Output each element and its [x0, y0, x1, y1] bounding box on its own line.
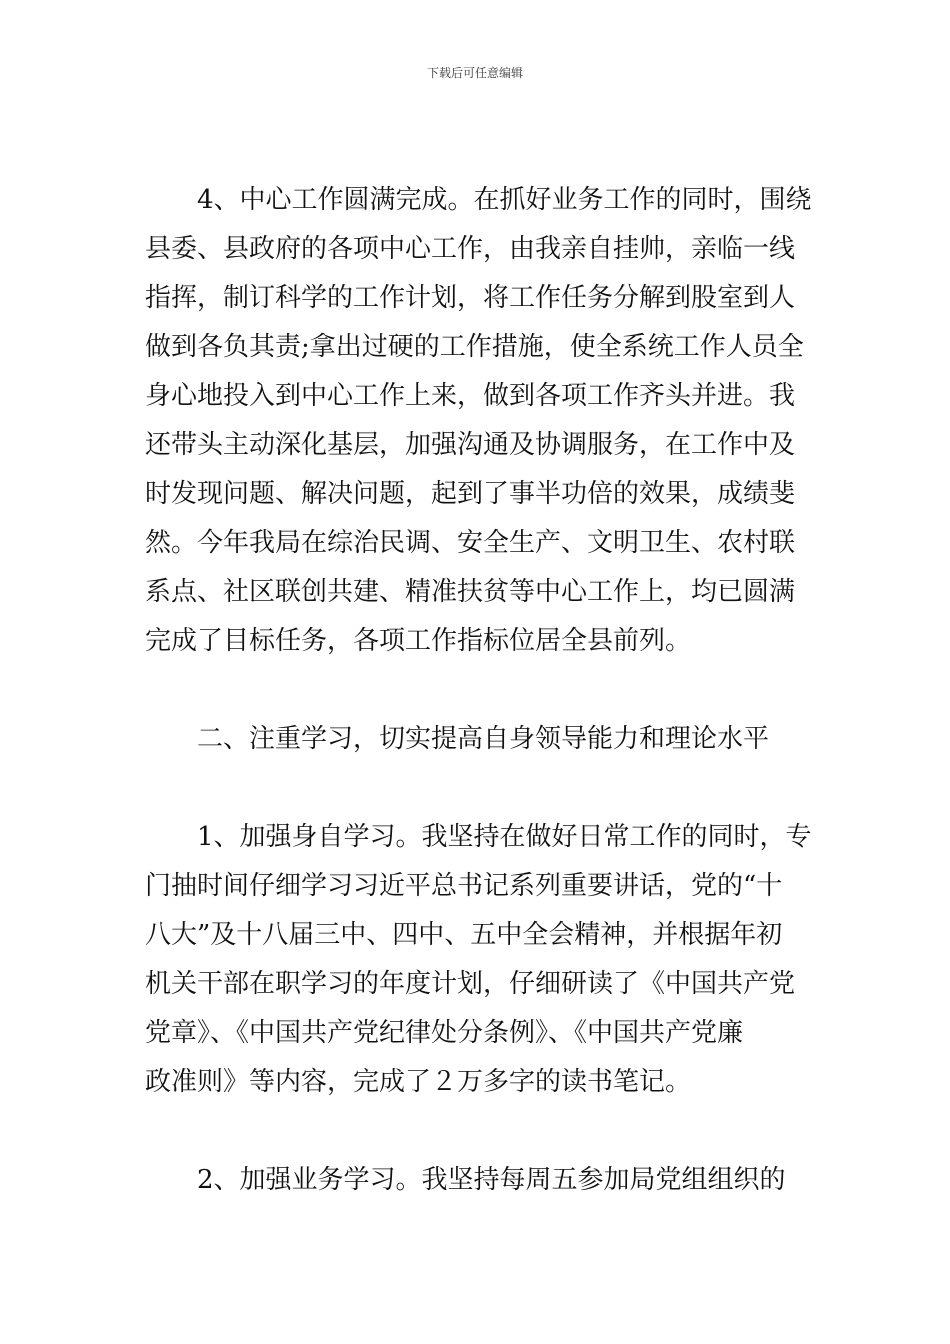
paragraph [145, 813, 810, 1107]
paragraph-gap [145, 1107, 810, 1156]
text-line: 门抽时间仔细学习习近平总书记系列重要讲话，党的“十 [145, 871, 783, 901]
text-line: 身心地投入到中心工作上来，做到各项工作齐头并进。我 [145, 381, 796, 411]
section-heading [145, 715, 810, 764]
heading-line: 二、注重学习，切实提高自身领导能力和理论水平 [197, 724, 770, 754]
text-line: 4、中心工作圆满完成。在抓好业务工作的同时，围绕 [197, 185, 812, 215]
paragraph-gap [145, 764, 810, 813]
text-line: 时发现问题、解决问题，起到了事半功倍的效果，成绩斐 [145, 479, 796, 509]
paragraph [145, 176, 810, 666]
paragraph [145, 1156, 810, 1205]
page-header: 下载后可任意编辑 [426, 66, 523, 80]
text-line: 然。今年我局在综治民调、安全生产、文明卫生、农村联 [145, 528, 796, 558]
text-line: 指挥，制订科学的工作计划，将工作任务分解到股室到人 [145, 283, 796, 313]
document-body [145, 176, 810, 1205]
text-line: 还带头主动深化基层，加强沟通及协调服务，在工作中及 [145, 430, 796, 460]
text-line: 机关干部在职学习的年度计划，仔细研读了《中国共产党 [145, 969, 796, 999]
text-line: 党章》、《中国共产党纪律处分条例》、《中国共产党廉 [145, 1018, 744, 1048]
text-line: 系点、社区联创共建、精准扶贫等中心工作上，均已圆满 [145, 577, 796, 607]
text-line: 八大”及十八届三中、四中、五中全会精神，并根据年初 [145, 920, 783, 950]
paragraph-gap [145, 666, 810, 715]
text-line: 1、加强身自学习。我坚持在做好日常工作的同时，专 [197, 822, 812, 852]
text-line: 政准则》等内容，完成了２万多字的读书笔记。 [145, 1067, 692, 1097]
text-line: 县委、县政府的各项中心工作，由我亲自挂帅，亲临一线 [145, 234, 796, 264]
text-line: 2、加强业务学习。我坚持每周五参加局党组组织的 [197, 1165, 786, 1195]
text-line: 完成了目标任务，各项工作指标位居全县前列。 [145, 626, 692, 656]
text-line: 做到各负其责;拿出过硬的工作措施，使全系统工作人员全 [145, 332, 804, 362]
